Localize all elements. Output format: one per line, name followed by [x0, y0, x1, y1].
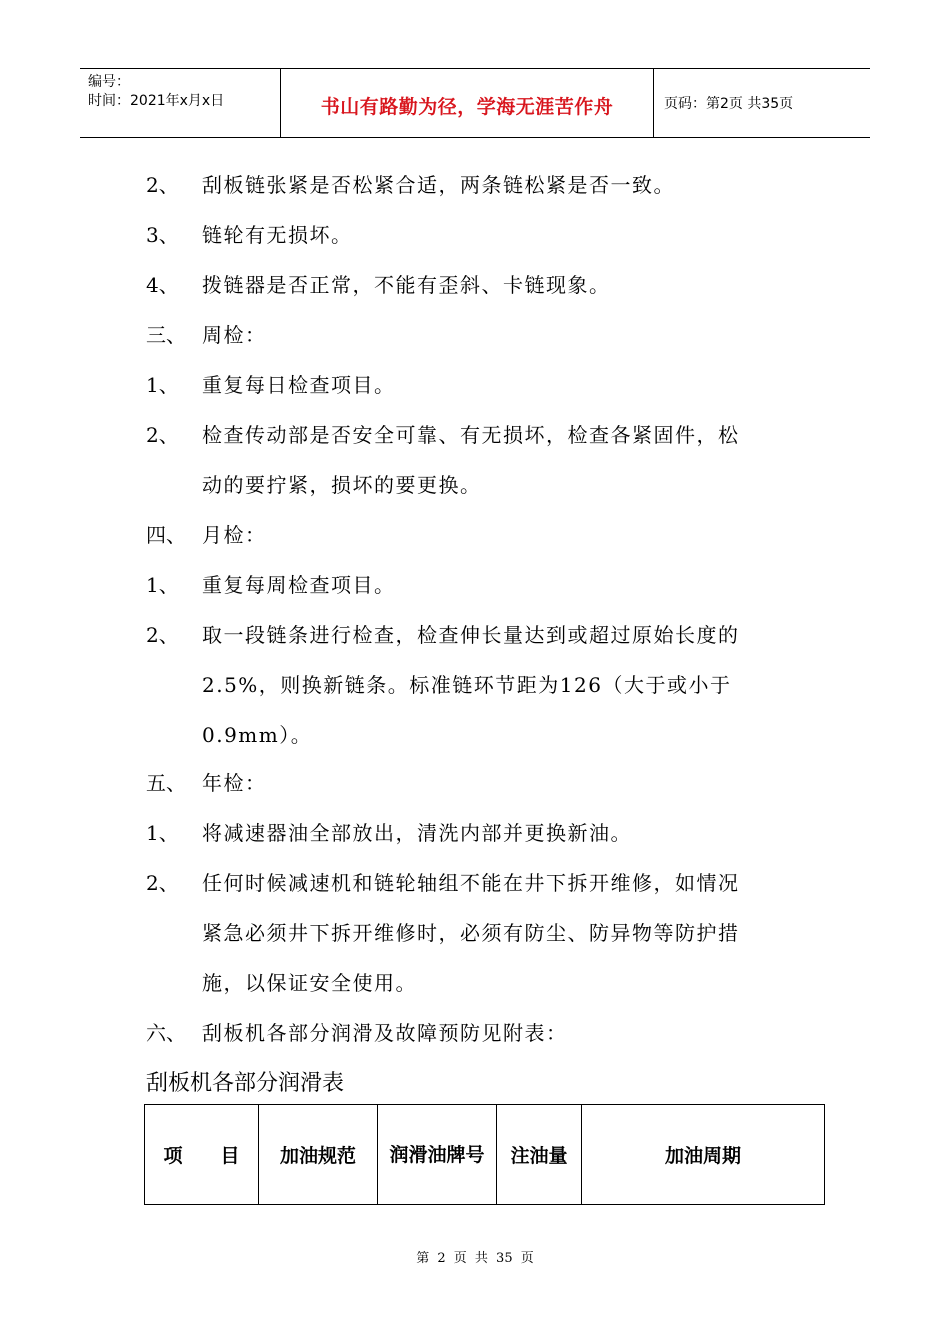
item-text-continued: 动的要拧紧，损坏的要更换。 [202, 473, 482, 497]
column-header-period: 加油周期 [582, 1105, 825, 1205]
section-heading [146, 768, 267, 798]
section-title: 年检： [202, 771, 267, 795]
section-heading [146, 520, 267, 550]
item-text: 刮板链张紧是否松紧合适，两条链松紧是否一致。 [202, 173, 675, 197]
item-text: 检查传动部是否安全可靠、有无损坏，检查各紧固件，松 [202, 423, 740, 447]
header-meta [80, 69, 281, 137]
document-number-label: 编号： [88, 74, 130, 90]
section-heading [146, 320, 267, 350]
column-header-item: 项 目 [145, 1105, 259, 1205]
list-item [146, 570, 396, 600]
table-header-row [145, 1105, 825, 1205]
item-number: 3、 [146, 223, 179, 247]
header-motto: 书山有路勤为径，学海无涯苦作舟 [281, 69, 654, 137]
section-number: 六、 [146, 1021, 186, 1045]
item-text: 链轮有无损坏。 [202, 223, 353, 247]
item-text-continued: 紧急必须井下拆开维修时，必须有防尘、防异物等防护措 [202, 921, 740, 945]
list-item [146, 620, 740, 650]
item-number: 4、 [146, 273, 179, 297]
item-number: 1、 [146, 821, 179, 845]
section-number: 四、 [146, 523, 186, 547]
section-number: 三、 [146, 323, 186, 347]
document-time-label: 时间：2021年x月x日 [88, 93, 225, 109]
item-text: 重复每周检查项目。 [202, 573, 396, 597]
section-title: 周检： [202, 323, 267, 347]
item-number: 2、 [146, 423, 179, 447]
section-title: 刮板机各部分润滑及故障预防见附表： [202, 1021, 568, 1045]
list-item [146, 270, 611, 300]
list-item [146, 868, 740, 898]
item-text: 取一段链条进行检查，检查伸长量达到或超过原始长度的 [202, 623, 740, 647]
item-number: 2、 [146, 173, 179, 197]
item-text: 任何时候减速机和链轮轴组不能在井下拆开维修，如情况 [202, 871, 740, 895]
column-header-oil-grade: 润滑油牌号 [378, 1105, 497, 1205]
list-item [146, 370, 396, 400]
table-title: 刮板机各部分润滑表 [146, 1071, 345, 1096]
item-text-continued: 2.5%，则换新链条。标准链环节距为126（大于或小于 [202, 673, 732, 697]
column-header-amount: 注油量 [497, 1105, 582, 1205]
document-header [80, 68, 870, 138]
list-item [146, 420, 740, 450]
item-text-continued: 0.9mm）。 [202, 723, 313, 747]
item-number: 1、 [146, 373, 179, 397]
item-text: 重复每日检查项目。 [202, 373, 396, 397]
header-page-info: 页码：第2页 共35页 [664, 96, 794, 112]
item-text: 将减速器油全部放出，清洗内部并更换新油。 [202, 821, 632, 845]
item-text: 拨链器是否正常，不能有歪斜、卡链现象。 [202, 273, 611, 297]
lubrication-table [144, 1104, 825, 1205]
column-header-spec: 加油规范 [259, 1105, 378, 1205]
list-item [146, 220, 353, 250]
section-number: 五、 [146, 771, 186, 795]
item-text-continued: 施，以保证安全使用。 [202, 971, 417, 995]
item-number: 2、 [146, 871, 179, 895]
list-item [146, 818, 632, 848]
page-footer: 第 2 页 共 35 页 [416, 1251, 534, 1266]
section-title: 月检： [202, 523, 267, 547]
item-number: 2、 [146, 623, 179, 647]
list-item [146, 170, 675, 200]
section-heading [146, 1018, 568, 1048]
item-number: 1、 [146, 573, 179, 597]
